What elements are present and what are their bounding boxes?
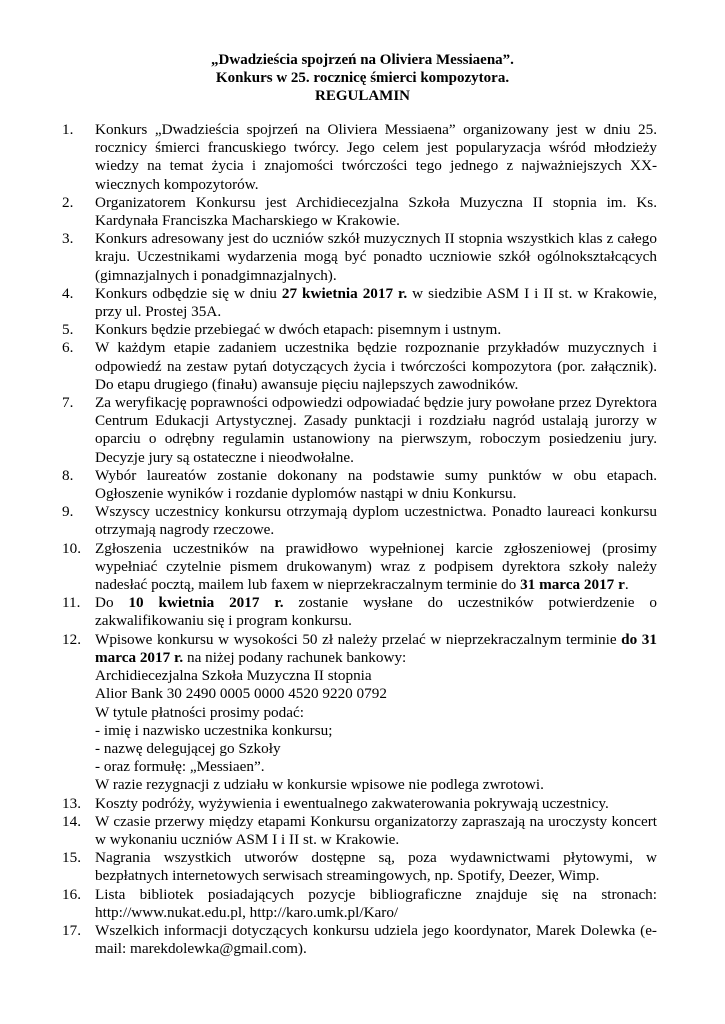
payment-title-intro: W tytule płatności prosimy podać: — [95, 703, 304, 721]
rule-text-post: w siedzibie ASM I i II st. w Krakowie, przy ul. Prostej 35A. — [95, 284, 657, 321]
rule-text: Wszelkich informacji dotyczących konkursu udziela jego koordynator, Marek Dolewka (e-mail: marekdolewka@gmail.com). — [95, 921, 657, 958]
rule-item-14 — [62, 813, 657, 849]
rule-text: Koszty podróży, wyżywienia i ewentualnego zakwaterowania pokrywają uczestnicy. — [95, 794, 609, 812]
rule-number: 6. — [62, 339, 74, 357]
title-line-3: REGULAMIN — [314, 88, 410, 104]
rule-item-1 — [62, 121, 657, 194]
title-line-2: Konkurs w 25. rocznicę śmierci kompozytora. — [215, 70, 510, 86]
rule-item-6 — [62, 339, 657, 394]
rule-item-11 — [62, 594, 657, 630]
payment-title-item: - imię i nazwisko uczestnika konkursu; — [95, 721, 333, 739]
rule-item-7 — [62, 394, 657, 467]
payment-title-item: - oraz formułę: „Messiaen”. — [95, 758, 265, 776]
rule-item-13 — [62, 795, 657, 813]
rule-number: 13. — [62, 794, 81, 812]
rule-text-post: na niżej podany rachunek bankowy: — [183, 648, 407, 666]
rule-text: Organizatorem Konkursu jest Archidiecezjalna Szkoła Muzyczna II stopnia im. Ks. Kardynała Franciszka Macharskiego w Krakowie. — [95, 193, 657, 230]
rule-text: Nagrania wszystkich utworów dostępne są, poza wydawnictwami płytowymi, w bezpłatnych internetowych serwisach streamingowych, np. Spotify, Deezer, Wimp. — [95, 849, 657, 885]
rule-text-post: . — [624, 576, 629, 594]
rule-number: 8. — [62, 466, 74, 484]
rule-number: 11. — [62, 594, 81, 612]
rule-number: 1. — [62, 121, 74, 138]
rule-number: 16. — [62, 885, 81, 903]
rules-list — [62, 121, 657, 958]
rule-item-5 — [62, 321, 657, 339]
rule-text: Konkurs adresowany jest do uczniów szkół muzycznych II stopnia wszystkich klas z całego kraju. Uczestnikami wydarzenia mogą być ponadto uczniowie szkół ogólnokształcących (gimnazjalnych i ponadgimnazjalnych). — [95, 230, 657, 284]
document-title — [0, 51, 725, 105]
rule-item-2 — [62, 194, 657, 230]
rule-item-17 — [62, 922, 657, 958]
rule-text-pre: Zgłoszenia uczestników na prawidłowo wypełnionej karcie zgłoszeniowej (prosimy wypełniać czytelnie pismem drukowanym) wraz z podpisem dyrektora szkoły należy nadesłać pocztą, mailem lub faxem w nieprzekraczalnym terminie do — [95, 539, 657, 594]
rule-number: 7. — [62, 394, 74, 412]
title-line-1: „Dwadzieścia spojrzeń na Oliviera Messiaena”. — [211, 52, 514, 68]
rule-date-bold: 31 marca 2017 r — [520, 576, 625, 594]
rule-number: 15. — [62, 849, 81, 867]
bank-account: Alior Bank 30 2490 0005 0000 4520 9220 0792 — [95, 685, 387, 703]
rule-number: 3. — [62, 230, 74, 248]
rule-number: 10. — [62, 539, 81, 557]
rule-number: 9. — [62, 503, 74, 521]
rule-number: 14. — [62, 812, 81, 830]
rule-item-3 — [62, 230, 657, 285]
rule-date-bold: 10 kwietnia 2017 r. — [128, 594, 284, 612]
rule-text: Lista bibliotek posiadających pozycje bibliograficzne znajduje się na stronach: http://www.nukat.edu.pl, http://karo.umk.pl/Karo/ — [95, 885, 657, 921]
rule-item-16 — [62, 886, 657, 922]
rule-number: 4. — [62, 284, 74, 302]
rule-text: Wybór laureatów zostanie dokonany na podstawie sumy punktów w obu etapach. Ogłoszenie wyników i rozdanie dyplomów nastąpi w dniu Konkursu. — [95, 466, 657, 503]
rule-number: 2. — [62, 193, 74, 211]
rule-text-pre: Do — [95, 594, 129, 612]
rule-text: W każdym etapie zadaniem uczestnika będzie rozpoznanie przykładów muzycznych i odpowiedź na zestaw pytań dotyczących życia i twórczości kompozytora (por. załącznik). Do etapu drugiego (finału) awansuje pięciu najlepszych zawodników. — [95, 339, 657, 393]
rule-item-8 — [62, 467, 657, 503]
rule-item-10 — [62, 540, 657, 595]
rule-item-4 — [62, 285, 657, 321]
payee-name: Archidiecezjalna Szkoła Muzyczna II stopnia — [95, 667, 372, 685]
rule-text: W czasie przerwy między etapami Konkursu organizatorzy zapraszają na uroczysty koncert w wykonaniu uczniów ASM I i II st. w Krakowie. — [95, 812, 657, 848]
rule-text: Konkurs będzie przebiegać w dwóch etapach: pisemnym i ustnym. — [95, 321, 502, 339]
rule-text-pre: Konkurs odbędzie się w dniu — [95, 284, 282, 302]
rule-date-bold: 27 kwietnia 2017 r. — [281, 284, 408, 302]
rule-number: 17. — [62, 921, 81, 939]
rule-text: Wszyscy uczestnicy konkursu otrzymają dyplom uczestnictwa. Ponadto laureaci konkursu otrzymają nagrody rzeczowe. — [95, 503, 657, 539]
rule-text-post: zostanie wysłane do uczestników potwierdzenie o zakwalifikowaniu się i program konkursu. — [95, 594, 658, 630]
rule-number: 5. — [62, 321, 74, 339]
rule-item-12 — [62, 631, 657, 795]
payment-title-item: - nazwę delegującej go Szkoły — [95, 739, 281, 757]
refund-note: W razie rezygnacji z udziału w konkursie wpisowe nie podlega zwrotowi. — [95, 776, 544, 794]
rule-date-bold: do 31 marca 2017 r. — [95, 630, 657, 666]
rule-item-15 — [62, 849, 657, 885]
rule-text: Konkurs „Dwadzieścia spojrzeń na Oliviera Messiaena” organizowany jest w dniu 25. rocznicy śmierci francuskiego twórcy. Jego celem jest popularyzacja wśród młodzieży wiedzy na temat życia i znajomości twórczości tego jednego z najważniejszych XX-wiecznych kompozytorów. — [95, 121, 657, 193]
rule-text-pre: Wpisowe konkursu w wysokości 50 zł należy przelać w nieprzekraczalnym terminie — [95, 630, 622, 648]
rule-item-9 — [62, 503, 657, 539]
rule-text: Za weryfikację poprawności odpowiedzi odpowiadać będzie jury powołane przez Dyrektora Centrum Edukacji Artystycznej. Zasady punktacji i rozdziału nagród ustalają jurorzy w oparciu o odrębny regulamin ustanowiony na pierwszym, roboczym posiedzeniu jury. Decyzje jury są ostateczne i nieodwołalne. — [95, 394, 657, 466]
rule-number: 12. — [62, 630, 81, 648]
